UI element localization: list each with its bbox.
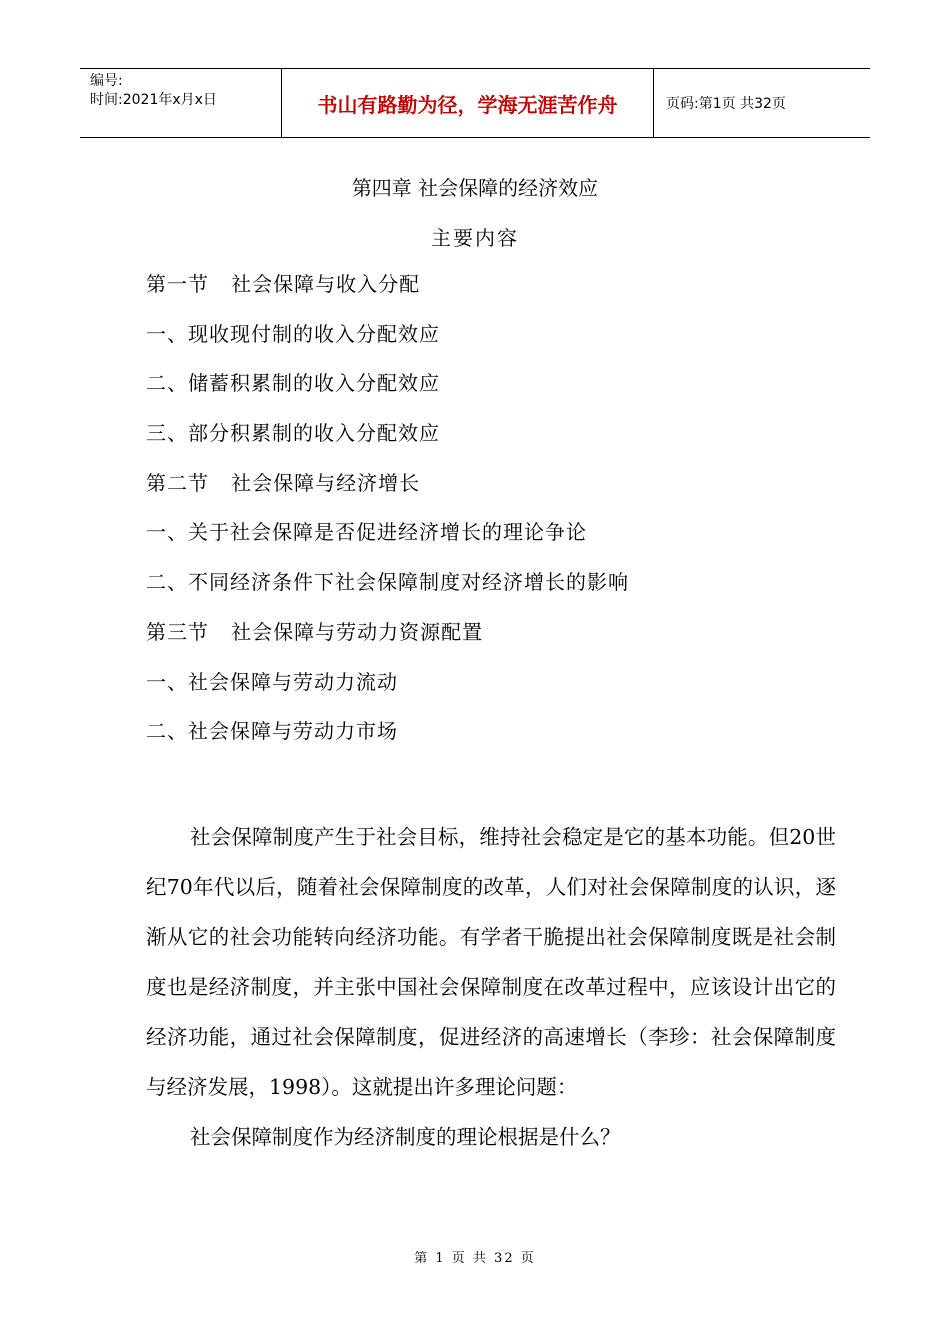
outline-item: 一、现收现付制的收入分配效应 [146,321,440,346]
paragraph: 社会保障制度产生于社会目标，维持社会稳定是它的基本功能。但20世纪70年代以后，随着社会保障制度的改革，人们对社会保障制度的认识，逐渐从它的社会功能转向经济功能。有学者干脆提出社会保障制度既是社会制度也是经济制度，并主张中国社会保障制度在改革过程中，应该设计出它的经济功能，通过社会保障制度，促进经济的高速增长（李珍：社会保障制度与经济发展，1998）。这就提出许多理论问题： [146,825,836,1099]
outline-item: 二、储蓄积累制的收入分配效应 [146,371,440,396]
outline-item: 一、关于社会保障是否促进经济增长的理论争论 [146,520,587,545]
time-label: 时间:2021年x月x日 [90,92,217,108]
header-page-info: 页码:第1页 共32页 [666,96,786,112]
section-title: 主要内容 [431,226,519,250]
outline-item: 第三节 社会保障与劳动力资源配置 [146,619,484,644]
outline-item: 一、社会保障与劳动力流动 [146,669,398,694]
number-label: 编号: [90,73,123,89]
outline-item: 第二节 社会保障与经济增长 [146,470,421,495]
chapter-title: 第四章 社会保障的经济效应 [351,176,599,200]
outline-item: 二、社会保障与劳动力市场 [146,719,398,744]
outline-item: 第一节 社会保障与收入分配 [146,272,421,296]
header-motto: 书山有路勤为径，学海无涯苦作舟 [282,69,654,137]
outline-item: 二、不同经济条件下社会保障制度对经济增长的影响 [146,570,629,595]
page-header [80,68,870,138]
outline-item: 三、部分积累制的收入分配效应 [146,421,440,446]
outline-list [146,270,629,767]
header-meta [80,69,282,137]
paragraph: 社会保障制度作为经济制度的理论根据是什么？ [190,1125,621,1149]
body-text [146,812,836,1162]
page-footer: 第 1 页 共 32 页 [414,1251,536,1266]
